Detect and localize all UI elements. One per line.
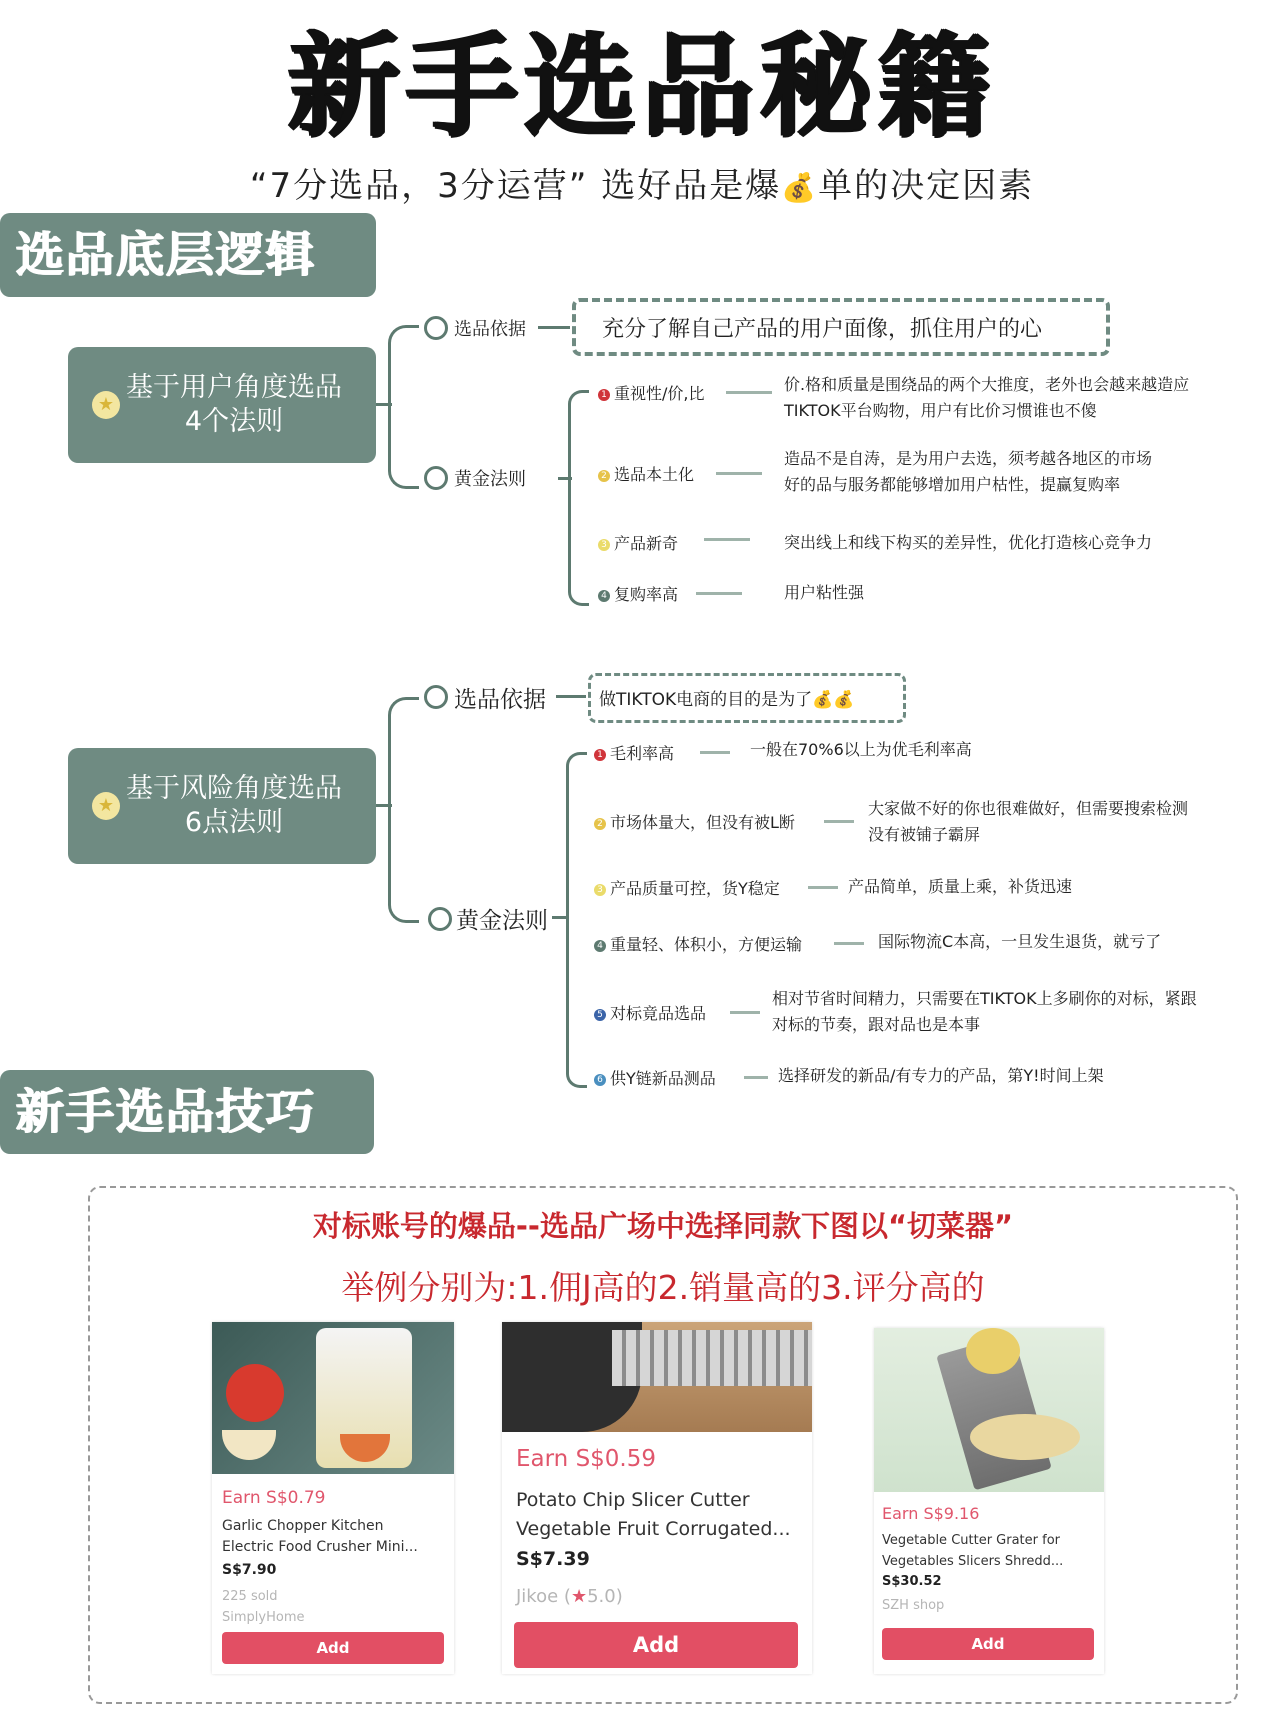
dash xyxy=(744,1076,768,1079)
earn-label: Earn S$9.16 xyxy=(882,1504,980,1523)
item-label: 市场体量大，但没有被L断 xyxy=(610,813,795,832)
price: S$7.90 xyxy=(222,1562,277,1578)
product-card[interactable] xyxy=(502,1322,812,1674)
money-bag-icon: 💰💰 xyxy=(812,690,855,710)
golden2-item-3-desc xyxy=(848,874,1072,900)
price: S$7.39 xyxy=(516,1548,590,1570)
basis-box xyxy=(588,673,906,723)
product-card[interactable] xyxy=(874,1328,1104,1674)
price: S$30.52 xyxy=(882,1574,942,1589)
name-line: Garlic Chopper Kitchen xyxy=(222,1518,384,1534)
golden2-item-6 xyxy=(594,1066,716,1089)
golden-item-3-desc xyxy=(784,530,1152,556)
golden2-item-4-desc xyxy=(878,929,1161,955)
desc-line: 没有被铺子霸屏 xyxy=(868,825,981,844)
basis-label: 选品依据 xyxy=(454,319,526,340)
dash xyxy=(726,391,772,394)
dash xyxy=(700,751,730,754)
desc-line: 选择研发的新品/有专力的产品，第Y!时间上架 xyxy=(778,1066,1104,1085)
golden2-item-5-desc xyxy=(772,986,1197,1038)
dash xyxy=(824,820,854,823)
star-icon: ★ xyxy=(92,792,120,820)
earn-label: Earn S$0.79 xyxy=(222,1488,326,1508)
basis-text xyxy=(591,676,903,710)
desc-line: 大家做不好的你也很难做好，但需要搜索检测 xyxy=(868,799,1189,818)
name-line: Vegetable Fruit Corrugated... xyxy=(516,1518,791,1540)
basis-text: 充分了解自己产品的用户面像，抓住用户的心 xyxy=(602,317,1043,342)
node-circle xyxy=(424,685,448,709)
basis-box xyxy=(572,298,1110,356)
subtitle-text-2: 单的决定因素 xyxy=(818,166,1035,206)
product-meta: Jikoe (★5.0) xyxy=(516,1586,623,1607)
item-label: 产品新奇 xyxy=(614,534,679,553)
root-line-2: 6点法则 xyxy=(184,807,284,838)
product-name xyxy=(516,1486,791,1544)
product-card[interactable] xyxy=(212,1322,454,1674)
rating: 5.0 xyxy=(587,1586,616,1607)
desc-line: TIKTOK平台购物，用户有比价习惯谁也不傻 xyxy=(784,401,1097,420)
desc-line: 产品简单，质量上乘，补货迅速 xyxy=(848,877,1073,896)
item-label: 重量轻、体积小，方便运输 xyxy=(610,935,803,954)
section-tab-logic: 选品底层逻辑 xyxy=(0,213,376,297)
product-image xyxy=(874,1328,1104,1492)
name-line: Electric Food Crusher Mini... xyxy=(222,1539,418,1555)
product-shape xyxy=(970,1414,1080,1460)
item-label: 选品本土化 xyxy=(614,465,695,484)
add-button[interactable]: Add xyxy=(222,1632,444,1664)
item-label: 供Y链新品测品 xyxy=(610,1069,716,1088)
number-badge: 4 xyxy=(598,590,610,602)
product-shape xyxy=(966,1328,1020,1374)
golden2-item-1 xyxy=(594,741,674,764)
root-box-user xyxy=(68,347,376,463)
number-badge: 5 xyxy=(594,1009,606,1021)
product-name xyxy=(882,1530,1063,1572)
dash xyxy=(716,472,762,475)
connector xyxy=(552,916,566,919)
golden-item-1-desc xyxy=(784,372,1189,424)
golden-label: 黄金法则 xyxy=(456,908,548,934)
bracket xyxy=(568,390,589,606)
root-line-1: 基于风险角度选品 xyxy=(126,773,342,804)
section-tab-tips: 新手选品技巧 xyxy=(0,1070,374,1154)
page-subtitle xyxy=(0,158,1284,207)
root-line-1: 基于用户角度选品 xyxy=(126,372,342,403)
golden-item-2-desc xyxy=(784,446,1152,498)
number-badge: 1 xyxy=(594,749,606,761)
name-line: Vegetables Slicers Shredd... xyxy=(882,1554,1064,1569)
desc-line: 造品不是自涛，是为用户去选，须考越各地区的市场 xyxy=(784,449,1153,468)
tips-subheading: 举例分别为:1.佣J高的2.销量高的3.评分高的 xyxy=(341,1268,985,1307)
connector xyxy=(538,326,570,329)
product-image xyxy=(212,1322,454,1474)
add-button[interactable]: Add xyxy=(514,1622,798,1668)
golden-item-1 xyxy=(598,381,704,404)
add-button[interactable]: Add xyxy=(882,1628,1094,1660)
basis-label: 选品依据 xyxy=(454,687,546,713)
number-badge: 3 xyxy=(598,539,610,551)
connector xyxy=(556,695,586,698)
desc-line: 国际物流C本高，一旦发生退货，就亏了 xyxy=(878,932,1162,951)
golden-item-3 xyxy=(598,531,678,554)
desc-line: 好的品与服务都能够增加用户枯性，提赢复购率 xyxy=(784,475,1121,494)
golden-item-4-desc xyxy=(784,580,864,606)
name-line: Potato Chip Slicer Cutter xyxy=(516,1489,750,1511)
basis-text-main: 做TIKTOK电商的目的是为了 xyxy=(599,690,813,710)
golden2-item-1-desc xyxy=(750,737,972,763)
bracket xyxy=(388,697,419,923)
desc-line: 用户粘性强 xyxy=(784,583,865,602)
bracket xyxy=(388,325,419,489)
star-icon: ★ xyxy=(92,391,120,419)
item-label: 毛利率高 xyxy=(610,744,675,763)
item-label: 产品质量可控，货Y稳定 xyxy=(610,879,780,898)
dash xyxy=(696,592,742,595)
dash xyxy=(834,942,864,945)
product-shape xyxy=(226,1364,284,1422)
root-box-risk xyxy=(68,748,376,864)
golden-item-4 xyxy=(598,582,678,605)
bracket xyxy=(566,752,587,1088)
golden2-item-3 xyxy=(594,876,780,899)
shop-name: SZH shop xyxy=(882,1598,945,1613)
earn-label: Earn S$0.59 xyxy=(516,1446,657,1472)
desc-line: 一般在70%6以上为优毛利率高 xyxy=(750,740,972,759)
number-badge: 2 xyxy=(594,818,606,830)
number-badge: 3 xyxy=(594,884,606,896)
item-label: 重视性/价,比 xyxy=(614,384,705,403)
item-label: 对标竟品选品 xyxy=(610,1004,707,1023)
number-badge: 6 xyxy=(594,1074,606,1086)
golden2-item-2-desc xyxy=(868,796,1188,848)
golden2-item-6-desc xyxy=(778,1063,1104,1089)
number-badge: 2 xyxy=(598,470,610,482)
product-name xyxy=(222,1516,418,1558)
name-line: Vegetable Cutter Grater for xyxy=(882,1533,1061,1548)
desc-line: 突出线上和线下构买的差异性，优化打造核心竞争力 xyxy=(784,533,1153,552)
golden2-item-5 xyxy=(594,1001,706,1024)
meta-line: 225 sold xyxy=(222,1589,278,1604)
item-label: 复购率高 xyxy=(614,585,679,604)
golden-label: 黄金法则 xyxy=(454,469,526,490)
node-circle xyxy=(424,316,448,340)
desc-line: 相对节省时间精力，只需要在TIKTOK上多刷你的对标，紧跟 xyxy=(772,989,1197,1008)
meta-line: SimplyHome xyxy=(222,1610,305,1625)
product-shape xyxy=(612,1330,812,1386)
root-line-2: 4个法则 xyxy=(184,406,284,437)
golden-item-2 xyxy=(598,462,694,485)
product-shape xyxy=(222,1430,276,1460)
star-icon: ★ xyxy=(570,1586,588,1607)
page-title: 新手选品秘籍 xyxy=(288,22,996,152)
number-badge: 1 xyxy=(598,389,610,401)
node-circle xyxy=(424,466,448,490)
dash xyxy=(730,1011,760,1014)
product-image xyxy=(502,1322,812,1432)
golden2-item-4 xyxy=(594,932,802,955)
desc-line: 价.格和质量是围绕品的两个大推度，老外也会越来越造应 xyxy=(784,375,1190,394)
tips-heading: 对标账号的爆品--选品广场中选择同款下图以“切菜器” xyxy=(312,1209,1014,1243)
desc-line: 对标的节奏，跟对品也是本事 xyxy=(772,1015,981,1034)
node-circle xyxy=(428,907,452,931)
subtitle-text-1: “7分选品，3分运营” 选好品是爆 xyxy=(249,166,782,206)
dash xyxy=(808,886,838,889)
dash xyxy=(704,538,750,541)
money-bag-icon: 💰 xyxy=(781,171,819,204)
number-badge: 4 xyxy=(594,940,606,952)
shop-name: Jikoe xyxy=(516,1586,559,1607)
product-meta xyxy=(222,1586,304,1628)
golden2-item-2 xyxy=(594,810,795,833)
